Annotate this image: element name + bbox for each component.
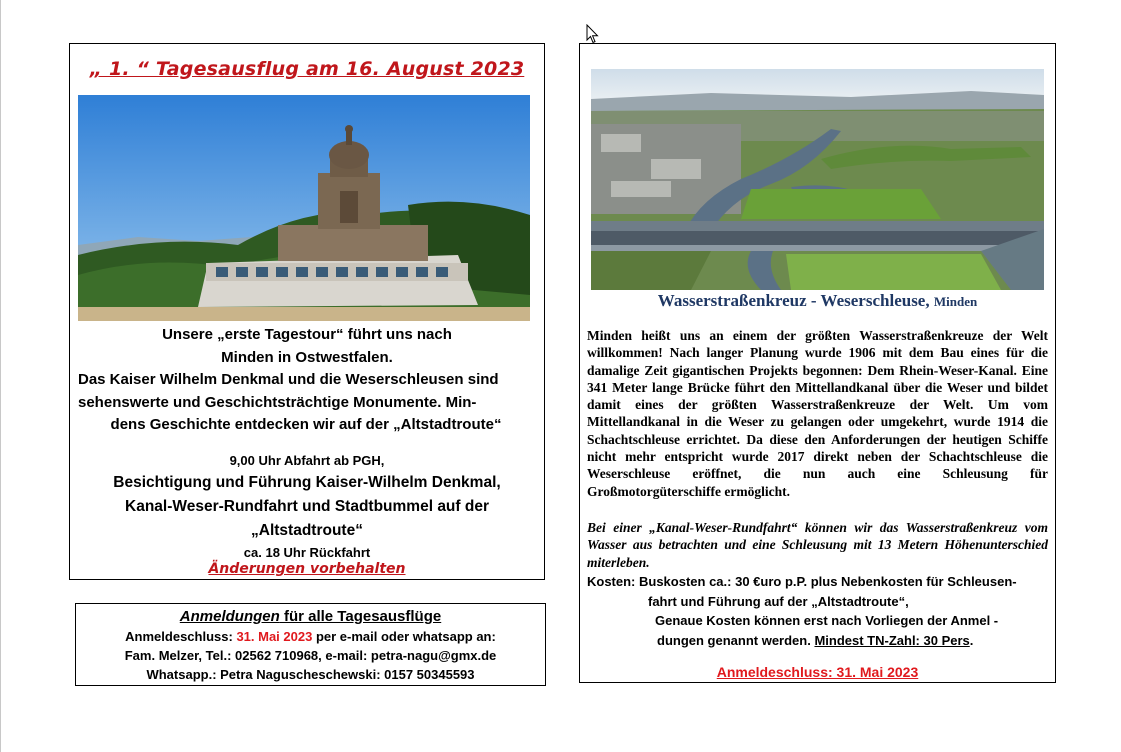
min-participants: Mindest TN-Zahl: 30 Pers — [814, 632, 970, 648]
costs-line: dungen genannt werden. Mindest TN-Zahl: 30 Pers. — [657, 632, 974, 648]
registration-deadline-note: Anmeldeschluss: 31. Mai 2023 — [716, 664, 919, 680]
program-line: Kanal-Weser-Rundfahrt und Stadtbummel auf der — [125, 498, 489, 515]
costs-line: fahrt und Führung auf der „Altstadtroute“, — [648, 593, 909, 609]
photo-caption: Wasserstraßenkreuz - Weserschleuse, Minden — [657, 291, 978, 310]
intro-line: Unsere „erste Tagestour“ führt uns nach — [162, 326, 452, 343]
page-left-rule — [0, 0, 1, 752]
description-text: Minden heißt uns an einem der größten Wasserstraßenkreuze der Welt willkommen! Nach langer Planung wurde 1906 mit dem Bau eines für die damalige Zeit gigantischen Projekts begonnen: Dem Rhein-Weser-Kanal. Eine 341 Meter lange Brücke führt den Mittellandkanal über die Weser und bildet damit eines der größten Wasserstraßenkreuze der Welt. Um vom Mittellandkanal in die Weser zu gelangen oder umgekehrt, wurde 1914 die Schachtschleuse errichtet. Da diese den Anforderungen der heutigen Schiffe nicht mehr entspricht wurde 2017 direkt neben der Schachtschleuse die Weserschleuse eröffnet, die nun auch eine Schleusung für Großmotorgüterschiffe ermöglicht. — [587, 328, 1048, 499]
trip-intro — [70, 324, 544, 437]
return-time: ca. 18 Uhr Rückfahrt — [243, 545, 371, 560]
program-line: Besichtigung und Führung Kaiser-Wilhelm Denkmal, — [113, 474, 501, 491]
registration-deadline: Anmeldeschluss: 31. Mai 2023 per e-mail oder whatsapp an: — [125, 629, 496, 644]
costs-line: Kosten: Buskosten ca.: 30 €uro p.P. plus Nebenkosten für Schleusen- — [587, 574, 1017, 589]
program-line: „Altstadtroute“ — [251, 522, 363, 539]
registration-box — [75, 603, 546, 686]
boat-tour-text: Bei einer „Kanal-Weser-Rundfahrt“ können wir das Wasserstraßenkreuz vom Wasser aus betrachten und eine Schleusung mit 13 Metern Höhenunterschied miterleben. — [587, 520, 1048, 570]
trip-schedule — [70, 451, 544, 563]
departure-time: 9,00 Uhr Abfahrt ab PGH, — [229, 453, 385, 468]
mouse-cursor-icon — [586, 24, 600, 44]
trip-title: „ 1. “ Tagesausflug am 16. August 2023 — [89, 58, 525, 80]
kaiser-wilhelm-denkmal-photo — [78, 95, 530, 321]
whatsapp-line: Whatsapp.: Petra Naguscheschewski: 0157 50345593 — [146, 667, 475, 682]
registration-title: Anmeldungen für alle Tagesausflüge — [179, 608, 442, 625]
flyer-left — [69, 43, 545, 580]
wasserstrassenkreuz-photo — [591, 69, 1044, 290]
intro-line: dens Geschichte entdecken wir auf der „Altstadtroute“ — [110, 416, 502, 433]
costs-line: Genaue Kosten können erst nach Vorliegen der Anmel - — [655, 613, 999, 628]
costs-section — [587, 572, 1048, 650]
intro-line: Minden in Ostwestfalen. — [221, 348, 393, 366]
intro-line: Das Kaiser Wilhelm Denkmal und die Weserschleusen sind — [78, 371, 499, 388]
changes-reserved-note: Änderungen vorbehalten — [208, 561, 406, 577]
contact-line: Fam. Melzer, Tel.: 02562 710968, e-mail: petra-nagu@gmx.de — [124, 648, 497, 663]
flyer-right — [579, 43, 1056, 683]
intro-line: sehenswerte und Geschichtsträchtige Monumente. Min- — [78, 393, 477, 411]
